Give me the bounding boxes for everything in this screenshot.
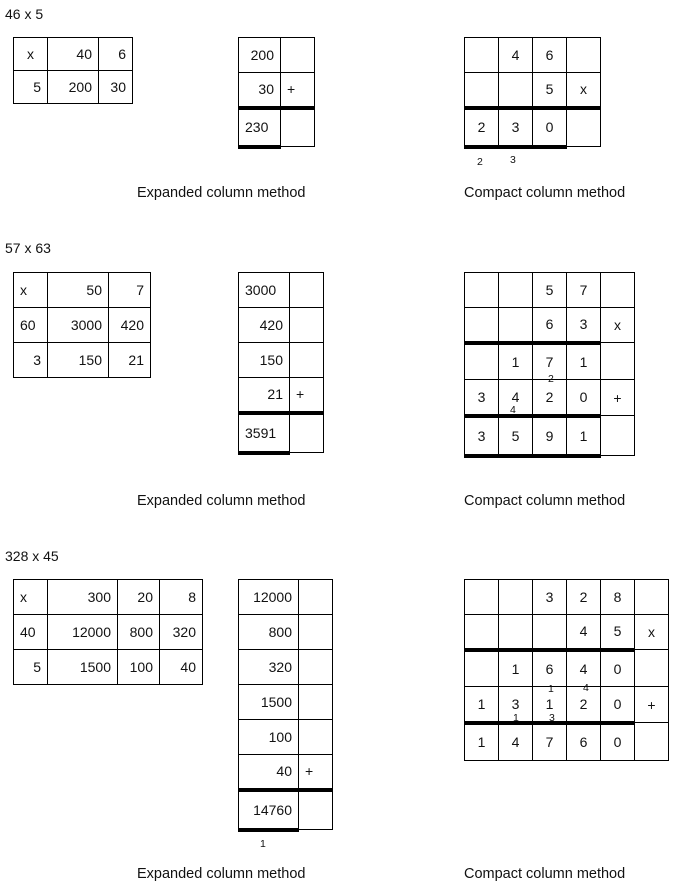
carry-digit: 3 (510, 154, 516, 166)
compact-sign: + (635, 687, 669, 723)
compact-cell (499, 580, 533, 615)
expanded-sign (299, 650, 333, 685)
compact-cell: 3 (533, 580, 567, 615)
compact-cell: 0 (567, 380, 601, 416)
compact-cell: 4 (567, 650, 601, 687)
expanded-sign (299, 615, 333, 650)
expanded-caption: Expanded column method (137, 493, 306, 509)
expanded-sign (290, 273, 324, 308)
compact-cell: 7 (567, 273, 601, 308)
grid-cell: 40 (160, 650, 203, 685)
grid-method-1 (13, 37, 133, 104)
grid-cell: 20 (118, 580, 160, 615)
compact-cell: 7 (533, 343, 567, 380)
compact-cell (465, 38, 499, 73)
expanded-sign (290, 343, 324, 378)
compact-cell: 3 (567, 308, 601, 343)
expanded-sign (299, 685, 333, 720)
grid-cell: 8 (160, 580, 203, 615)
carry-digit: 1 (513, 712, 519, 724)
compact-cell (635, 650, 669, 687)
compact-cell (499, 273, 533, 308)
compact-cell: 1 (499, 650, 533, 687)
expanded-cell: 1500 (239, 685, 299, 720)
compact-caption: Compact column method (464, 493, 626, 509)
grid-cell: 30 (99, 71, 133, 104)
expanded-sign (299, 790, 333, 830)
compact-cell: 9 (533, 416, 567, 456)
grid-cell: 40 (14, 615, 48, 650)
compact-cell (465, 273, 499, 308)
compact-cell (601, 416, 635, 456)
grid-cell: x (14, 580, 48, 615)
compact-cell (465, 615, 499, 650)
compact-sign: x (567, 73, 601, 108)
grid-cell: 1500 (48, 650, 118, 685)
compact-cell (465, 650, 499, 687)
grid-cell: 5 (14, 650, 48, 685)
grid-cell: 300 (48, 580, 118, 615)
expanded-column-3 (238, 579, 333, 832)
compact-cell: 5 (533, 273, 567, 308)
carry-digit: 3 (549, 712, 555, 724)
grid-method-3 (13, 579, 203, 685)
grid-method-2 (13, 272, 151, 378)
compact-cell: 3 (465, 380, 499, 416)
compact-cell (499, 73, 533, 108)
compact-sign: x (635, 615, 669, 650)
compact-cell: 0 (601, 650, 635, 687)
expanded-caption: Expanded column method (137, 185, 306, 201)
compact-cell: 0 (601, 687, 635, 723)
compact-cell: 2 (465, 108, 499, 147)
compact-cell (601, 273, 635, 308)
compact-cell (499, 308, 533, 343)
compact-cell: 1 (533, 687, 567, 723)
expanded-cell: 21 (239, 378, 290, 413)
expanded-cell: 320 (239, 650, 299, 685)
compact-cell: 6 (533, 308, 567, 343)
carry-digit: 2 (477, 156, 483, 168)
compact-cell (601, 343, 635, 380)
compact-cell: 6 (533, 650, 567, 687)
expanded-cell: 40 (239, 755, 299, 790)
grid-cell: 5 (14, 71, 48, 104)
expanded-cell: 420 (239, 308, 290, 343)
compact-cell: 8 (601, 580, 635, 615)
expanded-cell: 200 (239, 38, 281, 73)
carry-digit: 4 (510, 404, 516, 416)
compact-cell: 4 (499, 723, 533, 761)
compact-cell: 2 (533, 380, 567, 416)
compact-cell: 6 (567, 723, 601, 761)
compact-cell: 5 (533, 73, 567, 108)
grid-cell: 21 (109, 343, 151, 378)
compact-cell (567, 38, 601, 73)
compact-cell: 6 (533, 38, 567, 73)
compact-cell (465, 308, 499, 343)
expanded-cell: 800 (239, 615, 299, 650)
compact-cell (635, 580, 669, 615)
grid-cell: 3 (14, 343, 48, 378)
expanded-sign (290, 308, 324, 343)
compact-cell: 4 (499, 380, 533, 416)
compact-cell: 0 (601, 723, 635, 761)
carry-digit: 1 (260, 838, 266, 850)
grid-cell: 7 (109, 273, 151, 308)
expanded-total: 230 (239, 108, 281, 147)
compact-cell: 1 (499, 343, 533, 380)
compact-caption: Compact column method (464, 185, 626, 201)
compact-cell (465, 73, 499, 108)
grid-cell: 12000 (48, 615, 118, 650)
compact-column-2 (464, 272, 635, 458)
grid-cell: x (14, 38, 48, 71)
compact-cell: 2 (567, 687, 601, 723)
compact-cell: 3 (499, 687, 533, 723)
compact-column-3 (464, 579, 669, 761)
expanded-total: 3591 (239, 413, 290, 453)
expanded-column-1 (238, 37, 315, 149)
grid-cell: 50 (48, 273, 109, 308)
compact-cell: 5 (499, 416, 533, 456)
carry-digit: 4 (583, 682, 589, 694)
expanded-sign (281, 38, 315, 73)
compact-column-1 (464, 37, 601, 149)
compact-cell: 3 (499, 108, 533, 147)
problem-1-title: 46 x 5 (5, 6, 44, 22)
compact-cell: 3 (465, 416, 499, 456)
grid-cell: 420 (109, 308, 151, 343)
expanded-sign: + (299, 755, 333, 790)
compact-cell (533, 615, 567, 650)
expanded-cell: 3000 (239, 273, 290, 308)
expanded-cell: 150 (239, 343, 290, 378)
grid-cell: 200 (48, 71, 99, 104)
grid-cell: 60 (14, 308, 48, 343)
grid-cell: 320 (160, 615, 203, 650)
problem-3-title: 328 x 45 (5, 548, 59, 564)
grid-cell: 3000 (48, 308, 109, 343)
grid-cell: x (14, 273, 48, 308)
compact-cell (465, 580, 499, 615)
compact-sign: + (601, 380, 635, 416)
compact-cell: 1 (465, 687, 499, 723)
expanded-sign (299, 580, 333, 615)
expanded-cell: 30 (239, 73, 281, 108)
expanded-sign (281, 108, 315, 147)
expanded-caption: Expanded column method (137, 866, 306, 882)
grid-cell: 40 (48, 38, 99, 71)
compact-cell: 1 (567, 416, 601, 456)
compact-cell: 1 (567, 343, 601, 380)
grid-cell: 6 (99, 38, 133, 71)
compact-cell: 1 (465, 723, 499, 761)
compact-cell: 5 (601, 615, 635, 650)
expanded-column-2 (238, 272, 324, 455)
compact-caption: Compact column method (464, 866, 626, 882)
carry-digit: 1 (548, 683, 554, 695)
compact-cell: 4 (567, 615, 601, 650)
expanded-sign: + (290, 378, 324, 413)
compact-cell: 7 (533, 723, 567, 761)
expanded-sign (290, 413, 324, 453)
grid-cell: 150 (48, 343, 109, 378)
compact-cell (567, 108, 601, 147)
compact-cell: 2 (567, 580, 601, 615)
compact-cell: 4 (499, 38, 533, 73)
grid-cell: 800 (118, 615, 160, 650)
compact-cell (465, 343, 499, 380)
expanded-total: 14760 (239, 790, 299, 830)
grid-cell: 100 (118, 650, 160, 685)
compact-cell (499, 615, 533, 650)
problem-2-title: 57 x 63 (5, 240, 51, 256)
compact-cell (635, 723, 669, 761)
expanded-cell: 100 (239, 720, 299, 755)
expanded-sign (299, 720, 333, 755)
compact-sign: x (601, 308, 635, 343)
carry-digit: 2 (548, 373, 554, 385)
compact-cell: 0 (533, 108, 567, 147)
expanded-sign: + (281, 73, 315, 108)
expanded-cell: 12000 (239, 580, 299, 615)
